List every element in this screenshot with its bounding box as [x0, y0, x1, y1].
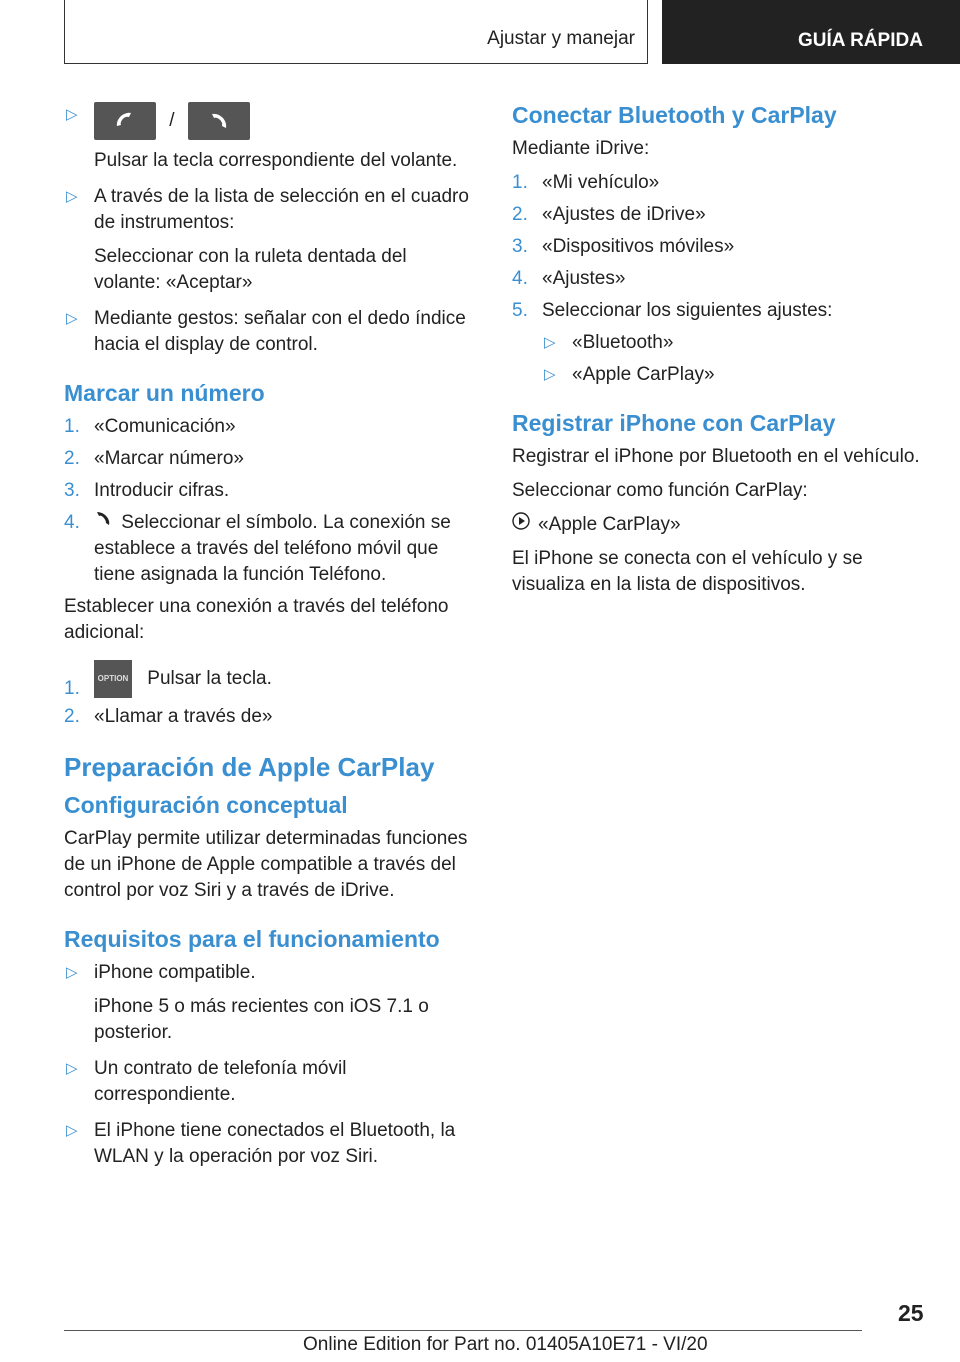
triangle-bullet-icon: ▷ — [544, 366, 556, 383]
list-item: 2. «Marcar número» — [64, 448, 244, 469]
list-item: 2. «Ajustes de iDrive» — [512, 204, 706, 225]
paragraph: Establecer una conexión a través del teléfono adicional: — [64, 596, 449, 643]
heading-preparacion: Preparación de Apple CarPlay — [64, 752, 435, 782]
heading-conectar: Conectar Bluetooth y CarPlay — [512, 102, 837, 128]
key-separator: / — [169, 110, 175, 132]
triangle-bullet-icon: ▷ — [544, 334, 556, 351]
triangle-bullet-icon: ▷ — [66, 1060, 78, 1077]
header-tab[interactable] — [662, 0, 960, 64]
list-item: 3. Introducir cifras. — [64, 480, 230, 501]
header-tab-label: GUÍA RÁPIDA — [798, 30, 923, 51]
accept-call-key-icon — [94, 102, 156, 140]
heading-configuracion: Configuración conceptual — [64, 792, 348, 818]
list-item: 1. «Mi vehículo» — [512, 172, 660, 193]
bullet-text: Pulsar la tecla correspondiente del volante. — [94, 150, 458, 171]
paragraph: Registrar el iPhone por Bluetooth en el vehículo. — [512, 446, 920, 467]
triangle-bullet-icon: ▷ — [66, 188, 78, 205]
play-circle-icon — [512, 512, 538, 538]
paragraph: Seleccionar como función CarPlay: — [512, 480, 808, 501]
bullet-text: Mediante gestos: señalar con el dedo índice hacia el display de control. — [94, 308, 466, 355]
bullet-req: ▷ iPhone compatible. iPhone 5 o más recientes con iOS 7.1 o posterior. — [66, 962, 429, 1043]
heading-requisitos: Requisitos para el funcionamiento — [64, 926, 440, 952]
list-item: 1. OPTION Pulsar la tecla. — [64, 660, 478, 698]
end-call-key-icon — [188, 102, 250, 140]
paragraph: CarPlay permite utilizar determinadas funciones de un iPhone de Apple compatible a través del control por voz Siri y a través de iDrive. — [64, 828, 468, 901]
list-item: 4. «Ajustes» — [512, 268, 626, 289]
list-item: 1. «Comunicación» — [64, 416, 236, 437]
triangle-bullet-icon: ▷ — [66, 106, 78, 123]
list-item: 2. «Llamar a través de» — [64, 706, 273, 727]
header-section-title: Ajustar y manejar — [487, 28, 635, 49]
header-section — [64, 0, 648, 64]
footer-edition: Online Edition for Part no. 01405A10E71 - VI/20 — [303, 1334, 708, 1355]
list-item: ▷ «Apple CarPlay» — [512, 362, 922, 388]
bullet-call-keys — [64, 102, 478, 174]
heading-registrar: Registrar iPhone con CarPlay — [512, 410, 836, 436]
right-column — [512, 102, 922, 606]
phone-symbol-icon — [94, 510, 116, 536]
footer-divider — [64, 1330, 862, 1331]
bullet-text: Seleccionar con la ruleta dentada del volante: «Aceptar» — [94, 246, 407, 293]
bullet-instrument-list — [64, 184, 478, 296]
page-number: 25 — [898, 1300, 924, 1326]
paragraph: Mediante iDrive: — [512, 138, 650, 159]
paragraph: «Apple CarPlay» — [512, 512, 922, 538]
list-item: ▷ «Bluetooth» — [512, 330, 922, 356]
left-column — [64, 102, 478, 1180]
bullet-text: A través de la lista de selección en el cuadro de instrumentos: — [94, 186, 469, 233]
list-item: 4. Seleccionar el símbolo. La conexión se establece a través del teléfono móvil que tiene asignada la función Teléfono. — [64, 512, 451, 585]
list-item: 5. Seleccionar los siguientes ajustes: — [512, 300, 833, 321]
paragraph: El iPhone se conecta con el vehículo y se visualiza en la lista de dispositivos. — [512, 548, 863, 595]
triangle-bullet-icon: ▷ — [66, 1122, 78, 1139]
list-item: 3. «Dispositivos móviles» — [512, 236, 735, 257]
bullet-req: ▷ El iPhone tiene conectados el Bluetooth, la WLAN y la operación por voz Siri. — [66, 1120, 456, 1167]
triangle-bullet-icon: ▷ — [66, 964, 78, 981]
heading-marcar: Marcar un número — [64, 380, 265, 406]
bullet-gestures — [64, 306, 478, 358]
option-key-icon: OPTION — [94, 660, 132, 698]
bullet-req: ▷ Un contrato de telefonía móvil correspondiente. — [66, 1058, 347, 1105]
triangle-bullet-icon: ▷ — [66, 310, 78, 327]
